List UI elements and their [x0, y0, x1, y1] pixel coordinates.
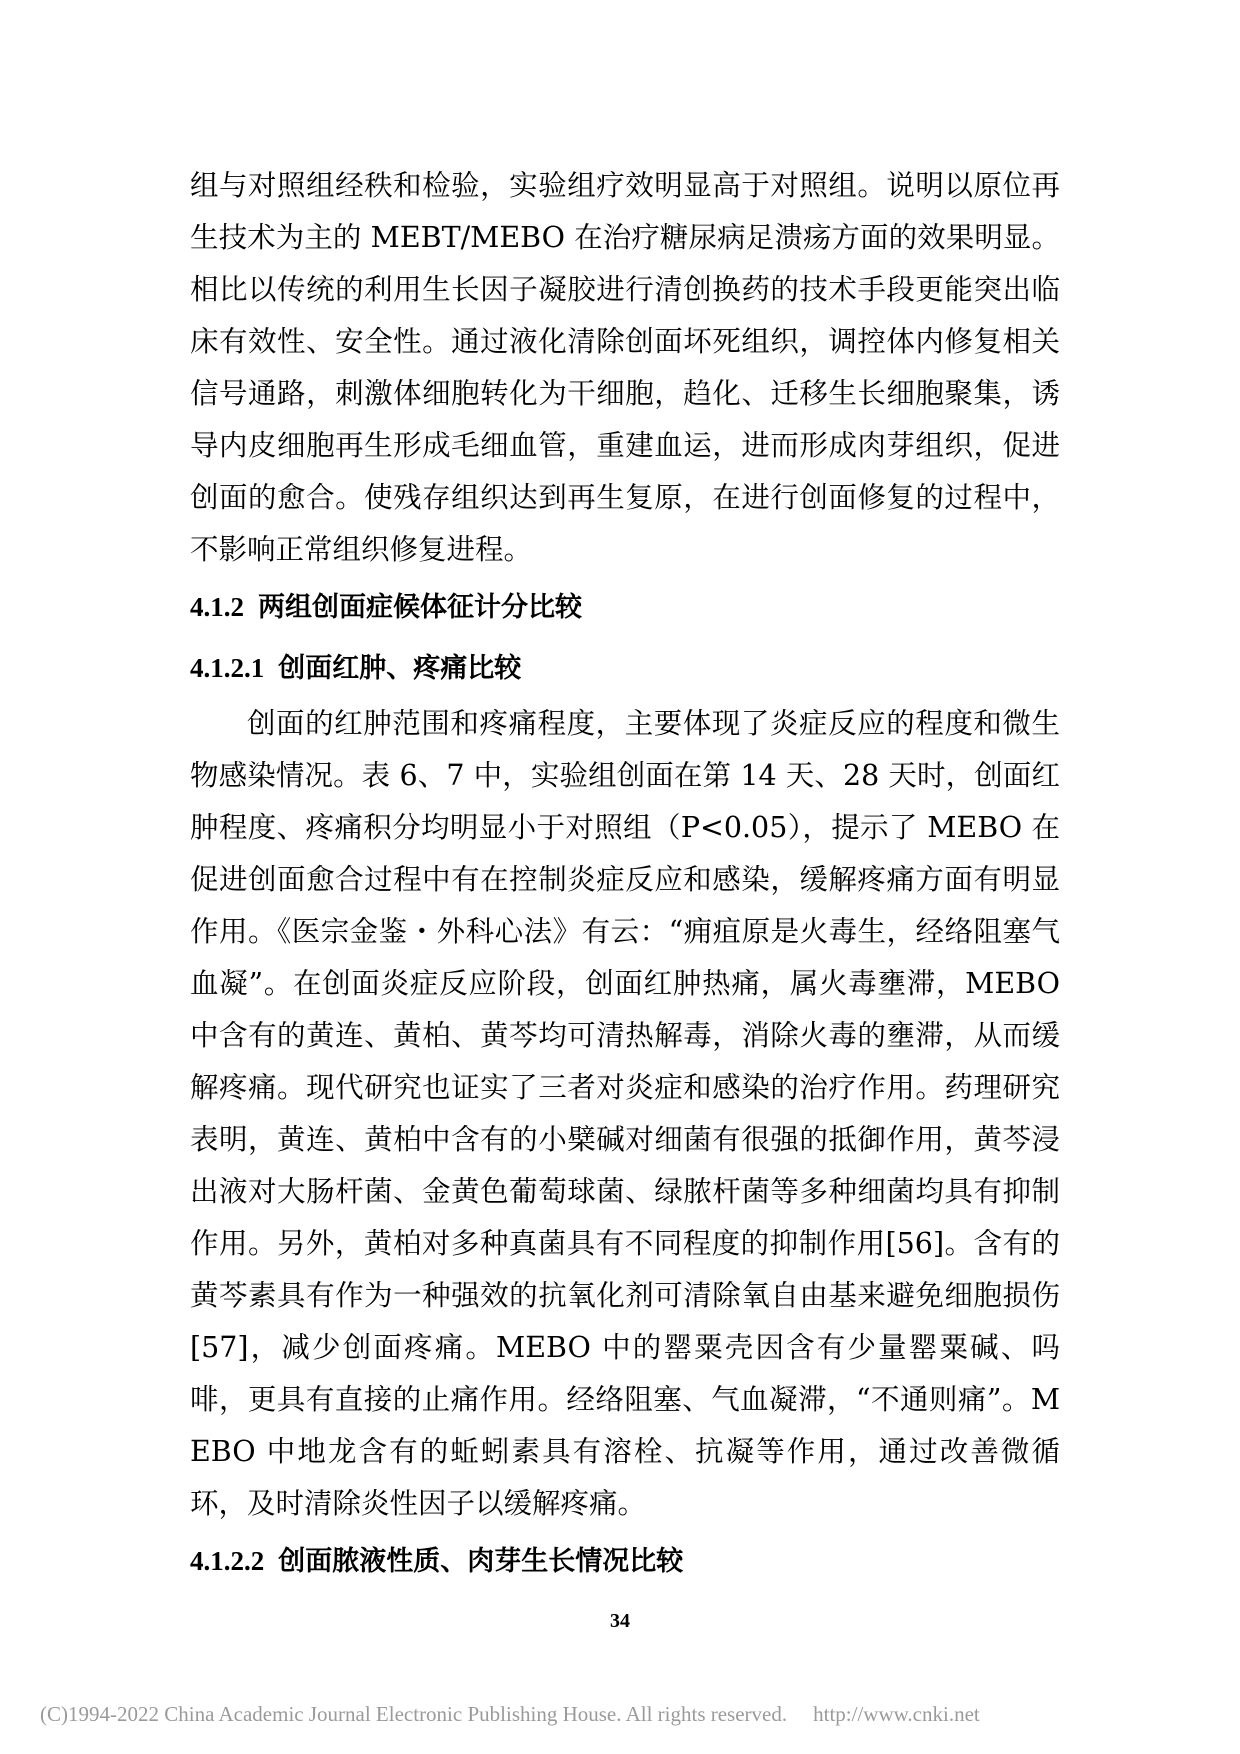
footer-url: http://www.cnki.net	[813, 1702, 980, 1726]
copyright-footer	[40, 1702, 1220, 1727]
page-number: 34	[610, 1610, 630, 1632]
section-title: 创面红肿、疼痛比较	[278, 653, 522, 684]
paragraph-swelling-pain: 创面的红肿范围和疼痛程度，主要体现了炎症反应的程度和微生物感染情况。表 6、7 中，实验组创面在第 14 天、28 天时，创面红肿程度、疼痛积分均明显小于对照组（P<0.05），提示了 MEBO 在促进创面愈合过程中有在控制炎症反应和感染，缓解疼痛方面有明显作用。《医宗金鉴・外科心法》有云：“痈疽原是火毒生，经络阻塞气血凝”。在创面炎症反应阶段，创面红肿热痛，属火毒壅滞，MEBO 中含有的黄连、黄柏、黄芩均可清热解毒，消除火毒的壅滞，从而缓解疼痛。现代研究也证实了三者对炎症和感染的治疗作用。药理研究表明，黄连、黄柏中含有的小檗碱对细菌有很强的抵御作用，黄芩浸出液对大肠杆菌、金黄色葡萄球菌、绿脓杆菌等多种细菌均具有抑制作用。另外，黄柏对多种真菌具有不同程度的抑制作用[56]。含有的黄芩素具有作为一种强效的抗氧化剂可清除氧自由基来避免细胞损伤[57]，减少创面疼痛。MEBO 中的罂粟壳因含有少量罂粟碱、吗啡，更具有直接的止痛作用。经络阻塞、气血凝滞，“不通则痛”。MEBO 中地龙含有的蚯蚓素具有溶栓、抗凝等作用，通过改善微循环，及时清除炎性因子以缓解疼痛。	[190, 707, 1060, 1520]
section-number: 4.1.2.2	[190, 1546, 265, 1576]
section-title: 两组创面症候体征计分比较	[258, 592, 582, 623]
section-heading-4-1-2-2	[190, 1532, 1060, 1591]
section-heading-4-1-2	[190, 578, 1060, 637]
copyright-text: (C)1994-2022 China Academic Journal Electronic Publishing House. All rights reserved.	[40, 1702, 788, 1726]
section-heading-4-1-2-1	[190, 639, 1060, 698]
section-number: 4.1.2	[190, 592, 244, 622]
section-title: 创面脓液性质、肉芽生长情况比较	[278, 1546, 684, 1577]
page-body	[190, 160, 1060, 1591]
paragraph-conclusion: 组与对照组经秩和检验，实验组疗效明显高于对照组。说明以原位再生技术为主的 MEBT/MEBO 在治疗糖尿病足溃疡方面的效果明显。相比以传统的利用生长因子凝胶进行清创换药的技术手段更能突出临床有效性、安全性。通过液化清除创面坏死组织，调控体内修复相关信号通路，刺激体细胞转化为干细胞，趋化、迁移生长细胞聚集，诱导内皮细胞再生形成毛细血管，重建血运，进而形成肉芽组织，促进创面的愈合。使残存组织达到再生复原，在进行创面修复的过程中，不影响正常组织修复进程。	[190, 169, 1060, 566]
section-number: 4.1.2.1	[190, 653, 265, 683]
